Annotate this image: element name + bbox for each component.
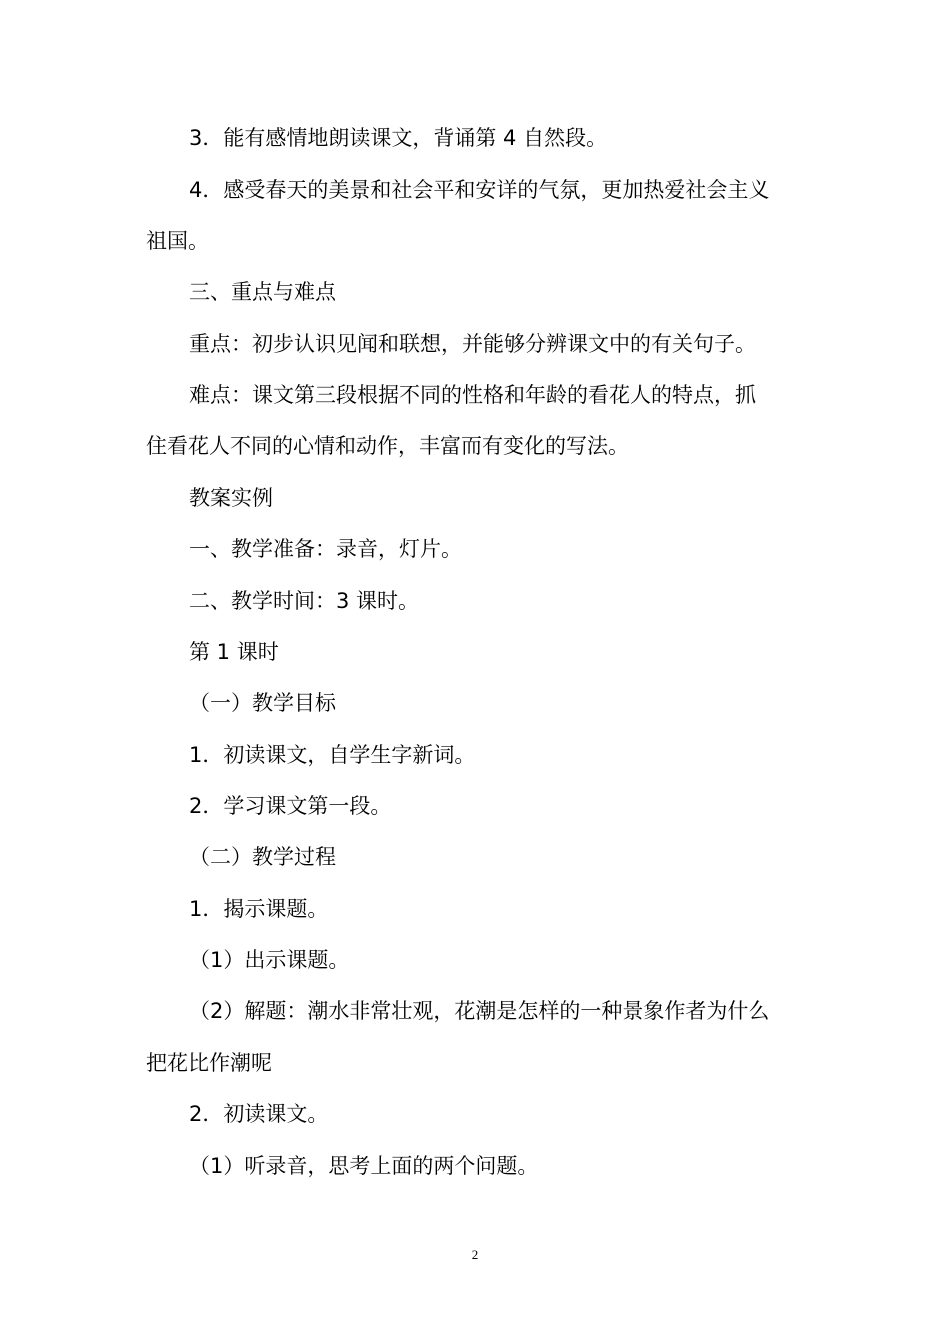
goal-2-text: 2．学习课文第一段。 [189,794,392,818]
lesson-1-heading: 第 1 课时 [189,640,279,664]
process-step-2-text: 2．初读课文。 [189,1102,329,1126]
objective-4-continuation: 祖国。 [146,229,209,253]
objective-4-text: 4．感受春天的美景和社会平和安详的气氛，更加热爱社会主义 [189,178,770,202]
difficulty-text: 难点：课文第三段根据不同的性格和年龄的看花人的特点，抓 [189,383,756,407]
lesson-example-heading: 教案实例 [189,486,273,510]
page-number: 2 [471,1247,479,1262]
key-point-text: 重点：初步认识见闻和联想，并能够分辨课文中的有关句子。 [189,332,756,356]
teaching-time-text: 二、教学时间：3 课时。 [189,589,420,613]
difficulty-continuation: 住看花人不同的心情和动作，丰富而有变化的写法。 [146,434,629,458]
process-step-2-substep-1-text: （1）听录音，思考上面的两个问题。 [189,1154,539,1178]
teaching-goals-heading: （一）教学目标 [189,691,336,715]
process-substep-2-continuation: 把花比作潮呢 [146,1051,272,1075]
goal-1-text: 1．初读课文，自学生字新词。 [189,743,476,767]
section-heading-key-points: 三、重点与难点 [189,280,336,304]
teaching-process-heading: （二）教学过程 [189,845,336,869]
teaching-preparation-text: 一、教学准备：录音，灯片。 [189,537,462,561]
process-step-1-text: 1．揭示课题。 [189,897,329,921]
objective-3-text: 3．能有感情地朗读课文，背诵第 4 自然段。 [189,126,608,150]
process-substep-1-text: （1）出示课题。 [189,948,350,972]
process-substep-2-text: （2）解题：潮水非常壮观，花潮是怎样的一种景象作者为什么 [189,999,770,1023]
